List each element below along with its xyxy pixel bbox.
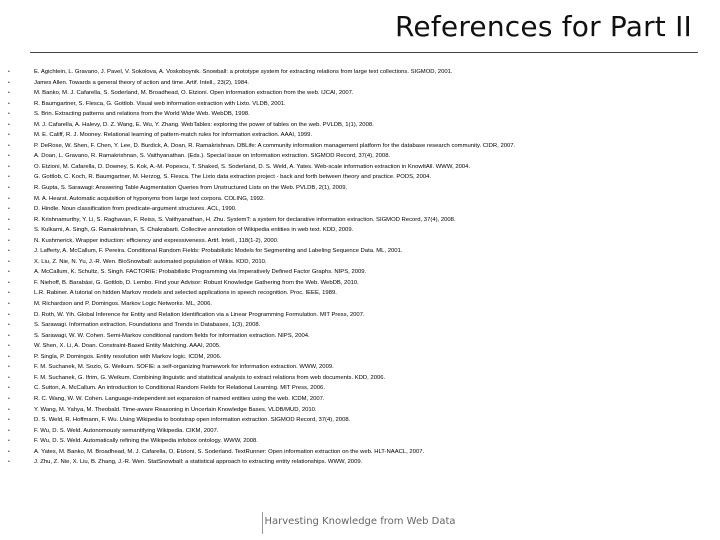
reference-item xyxy=(8,426,708,437)
reference-item xyxy=(8,267,708,278)
reference-item xyxy=(8,88,708,99)
bullet-icon: • xyxy=(8,69,10,75)
reference-text: C. Sutton, A. McCallum. An introduction to Conditional Random Fields for Relational Learning. MIT Press, 2006. xyxy=(34,385,325,392)
title-divider xyxy=(30,52,698,53)
reference-text: M. Banko, M. J. Cafarella, S. Soderland, M. Broadhead, O. Etzioni. Open information extraction from the web. IJCAI, 2007. xyxy=(34,90,354,97)
reference-item xyxy=(8,120,708,131)
reference-item xyxy=(8,415,708,426)
reference-text: F. Niehoff, B. Barabási, G. Gottlob, D. Lembo. Find your Advisor: Robust Knowledge Gathering from the Web. WebDB, 2010. xyxy=(34,279,359,286)
reference-text: M. A. Hearst. Automatic acquisition of hyponyms from large text corpora. COLING, 1992. xyxy=(34,195,265,202)
bullet-icon: • xyxy=(8,142,10,149)
reference-item xyxy=(8,162,708,173)
reference-text: J. Zhu, Z. Nie, X. Liu, B. Zhang, J.-R. Wen. StatSnowball: a statistical approach to extracting entity relationships. WWW, 2009. xyxy=(34,459,363,466)
bullet-icon: • xyxy=(8,269,10,276)
bullet-icon: • xyxy=(8,374,10,381)
bullet-icon: • xyxy=(8,448,10,455)
reference-text: F. M. Suchanek, M. Sozio, G. Weikum. SOFIE: a self-organizing framework for information extraction. WWW, 2009. xyxy=(34,364,334,371)
reference-text: S. Brin. Extracting patterns and relations from the World Wide Web. WebDB, 1998. xyxy=(34,111,250,118)
reference-text: P. Singla, P. Domingos. Entity resolution with Markov logic. ICDM, 2006. xyxy=(34,353,222,360)
reference-item xyxy=(8,405,708,416)
bullet-icon: • xyxy=(8,395,10,402)
reference-text: R. Gupta, S. Sarawagi: Answering Table Augmentation Queries from Unstructured Lists on the Web. PVLDB, 2(1), 2009. xyxy=(34,185,348,192)
bullet-icon: • xyxy=(8,185,10,192)
reference-item xyxy=(8,299,708,310)
bullet-icon: • xyxy=(8,343,10,350)
reference-text: F. M. Suchanek, G. Ifrim, G. Weikum. Combining linguistic and statistical analysis to extract relations from web documents. KDD, 2006. xyxy=(34,374,386,381)
bullet-icon: • xyxy=(8,438,10,445)
reference-item xyxy=(8,246,708,257)
slide-title: References for Part II xyxy=(395,10,692,43)
reference-text: P. DeRose, W. Shen, F. Chen, Y. Lee, D. Burdick, A. Doan, R. Ramakrishnan. DBLife: A community information management platform for the database research community. CIDR, 2007. xyxy=(34,142,516,149)
reference-item xyxy=(8,457,708,468)
reference-item xyxy=(8,257,708,268)
bullet-icon: • xyxy=(8,216,10,223)
bullet-icon: • xyxy=(8,385,10,392)
reference-item xyxy=(8,341,708,352)
bullet-icon: • xyxy=(8,406,10,413)
bullet-icon: • xyxy=(8,206,10,213)
bullet-icon: • xyxy=(8,258,10,265)
bullet-icon: • xyxy=(8,311,10,318)
bullet-icon: • xyxy=(8,90,10,97)
reference-text: F. Wu, D. S. Weld. Autonomously semantifying Wikipedia. CIKM, 2007. xyxy=(34,427,219,434)
reference-text: R. Krishnamurthy, Y. Li, S. Raghavan, F. Reiss, S. Vaithyanathan, H. Zhu. SystemT: a system for declarative information extraction. SIGMOD Record, 37(4), 2008. xyxy=(34,216,456,223)
reference-text: D. Hindle. Noun classification from predicate-argument structures. ACL, 1990. xyxy=(34,206,237,213)
bullet-icon: • xyxy=(8,417,10,424)
reference-item xyxy=(8,320,708,331)
reference-item xyxy=(8,236,708,247)
bullet-icon: • xyxy=(8,364,10,371)
reference-text: A. McCallum, K. Schultz, S. Singh. FACTORIE: Probabilistic Programming via Imperatively Defined Factor Graphs. NIPS, 2009. xyxy=(34,269,367,276)
reference-item xyxy=(8,436,708,447)
reference-item xyxy=(8,109,708,120)
reference-item xyxy=(8,194,708,205)
reference-item xyxy=(8,172,708,183)
reference-text: J. Lafferty, A. McCallum, F. Pereira. Conditional Random Fields: Probabilistic Models for Segmenting and Labeling Sequence Data. ML, 2001. xyxy=(34,248,403,255)
reference-text: A. Yates, M. Banko, M. Broadhead, M. J. Cafarella, O. Etzioni, S. Soderland. TextRunner: Open information extraction on the web. HLT-NAACL, 2007. xyxy=(34,448,425,455)
bullet-icon: • xyxy=(8,163,10,170)
reference-text: S. Sarawagi, W. W. Cohen. Semi-Markov conditional random fields for information extraction. NIPS, 2004. xyxy=(34,332,310,339)
reference-text: O. Etzioni, M. Cafarella, D. Downey, S. Kok, A.-M. Popescu, T. Shaked, S. Soderland, D. S. Weld, A. Yates. Web-scale information extraction in KnowItAll. WWW, 2004. xyxy=(34,163,471,170)
reference-item xyxy=(8,373,708,384)
reference-text: S. Kulkarni, A. Singh, G. Ramakrishnan, S. Chakrabarti. Collective annotation of Wikipedia entities in web text. KDD, 2009. xyxy=(34,227,354,234)
reference-text: M. Richardson and P. Domingos. Markov Logic Networks. ML, 2006. xyxy=(34,301,212,308)
bullet-icon: • xyxy=(8,195,10,202)
bullet-icon: • xyxy=(8,79,10,86)
reference-item xyxy=(8,67,708,78)
bullet-icon: • xyxy=(8,459,10,466)
reference-text: A. Doan, L. Gravano, R. Ramakrishnan, S. Vaithyanathan. (Eds.). Special issue on information extraction. SIGMOD Record, 37(4), 2008. xyxy=(34,153,391,160)
bullet-icon: • xyxy=(8,111,10,118)
bullet-icon: • xyxy=(8,132,10,139)
bullet-icon: • xyxy=(8,427,10,434)
reference-item xyxy=(8,394,708,405)
reference-text: F. Wu, D. S. Weld. Automatically refining the Wikipedia infobox ontology. WWW, 2008. xyxy=(34,438,258,445)
reference-list xyxy=(8,67,708,468)
reference-item xyxy=(8,331,708,342)
bullet-icon: • xyxy=(8,322,10,329)
reference-text: N. Kushmerick. Wrapper induction: efficiency and expressiveness. Artif. Intell., 118(1-2), 2000. xyxy=(34,237,279,244)
reference-item xyxy=(8,78,708,89)
reference-item xyxy=(8,183,708,194)
reference-item xyxy=(8,383,708,394)
reference-text: R. Baumgartner, S. Flesca, G. Gottlob. Visual web information extraction with Lixto. VLDB, 2001. xyxy=(34,100,286,107)
reference-text: E. Agichtein, L. Gravano, J. Pavel, V. Sokolova, A. Voskoboynik. Snowball: a prototype system for extracting relations from large text collections. SIGMOD, 2001. xyxy=(34,69,453,75)
bullet-icon: • xyxy=(8,227,10,234)
reference-item xyxy=(8,141,708,152)
reference-text: S. Sarawagi. Information extraction. Foundations and Trends in Databases, 1(3), 2008. xyxy=(34,322,261,329)
reference-item xyxy=(8,225,708,236)
reference-text: M. E. Califf, R. J. Mooney. Relational learning of pattern-match rules for information extraction. AAAI, 1999. xyxy=(34,132,313,139)
reference-text: G. Gottlob, C. Koch, R. Baumgartner, M. Herzog, S. Flesca. The Lixto data extraction project - back and forth between theory and practice. PODS, 2004. xyxy=(34,174,432,181)
reference-text: X. Liu, Z. Nie, N. Yu, J.-R. Wen. BioSnowball: automated population of Wikis. KDD, 2010. xyxy=(34,258,267,265)
reference-item xyxy=(8,130,708,141)
reference-text: M. J. Cafarella, A. Halevy, D. Z. Wang, E. Wu, Y. Zhang. WebTables: exploring the power of tables on the web. PVLDB, 1(1), 2008. xyxy=(34,121,374,128)
bullet-icon: • xyxy=(8,100,10,107)
bullet-icon: • xyxy=(8,353,10,360)
bullet-icon: • xyxy=(8,237,10,244)
bullet-icon: • xyxy=(8,174,10,181)
bullet-icon: • xyxy=(8,153,10,160)
bullet-icon: • xyxy=(8,301,10,308)
reference-item xyxy=(8,310,708,321)
reference-item xyxy=(8,151,708,162)
reference-text: Y. Wang, M. Yahya, M. Theobald. Time-aware Reasoning in Uncertain Knowledge Bases. VLDB/MUD, 2010. xyxy=(34,406,317,413)
bullet-icon: • xyxy=(8,279,10,286)
reference-item xyxy=(8,352,708,363)
reference-item xyxy=(8,362,708,373)
reference-text: R. C. Wang, W. W. Cohen. Language-independent set expansion of named entities using the web. ICDM, 2007. xyxy=(34,395,325,402)
reference-text: D. S. Weld, R. Hoffmann, F. Wu. Using Wikipedia to bootstrap open information extraction. SIGMOD Record, 37(4), 2008. xyxy=(34,417,351,424)
slide-footer: Harvesting Knowledge from Web Data xyxy=(264,516,456,527)
reference-item xyxy=(8,215,708,226)
reference-item xyxy=(8,288,708,299)
bullet-icon: • xyxy=(8,248,10,255)
reference-item xyxy=(8,278,708,289)
reference-text: D. Roth, W. Yih. Global Inference for Entity and Relation Identification via a Linear Programming Formulation. MIT Press, 2007. xyxy=(34,311,365,318)
reference-item xyxy=(8,204,708,215)
bullet-icon: • xyxy=(8,290,10,297)
reference-text: W. Shen, X. Li, A. Doan. Constraint-Based Entity Matching. AAAI, 2005. xyxy=(34,343,221,350)
reference-item xyxy=(8,447,708,458)
reference-text: L.R. Rabiner. A tutorial on hidden Markov models and selected applications in speech recognition. Proc. IEEE, 1989. xyxy=(34,290,337,297)
bullet-icon: • xyxy=(8,332,10,339)
bullet-icon: • xyxy=(8,121,10,128)
reference-item xyxy=(8,99,708,110)
reference-text: James Allen. Towards a general theory of action and time. Artif. Intell., 23(2), 1984. xyxy=(34,79,250,86)
